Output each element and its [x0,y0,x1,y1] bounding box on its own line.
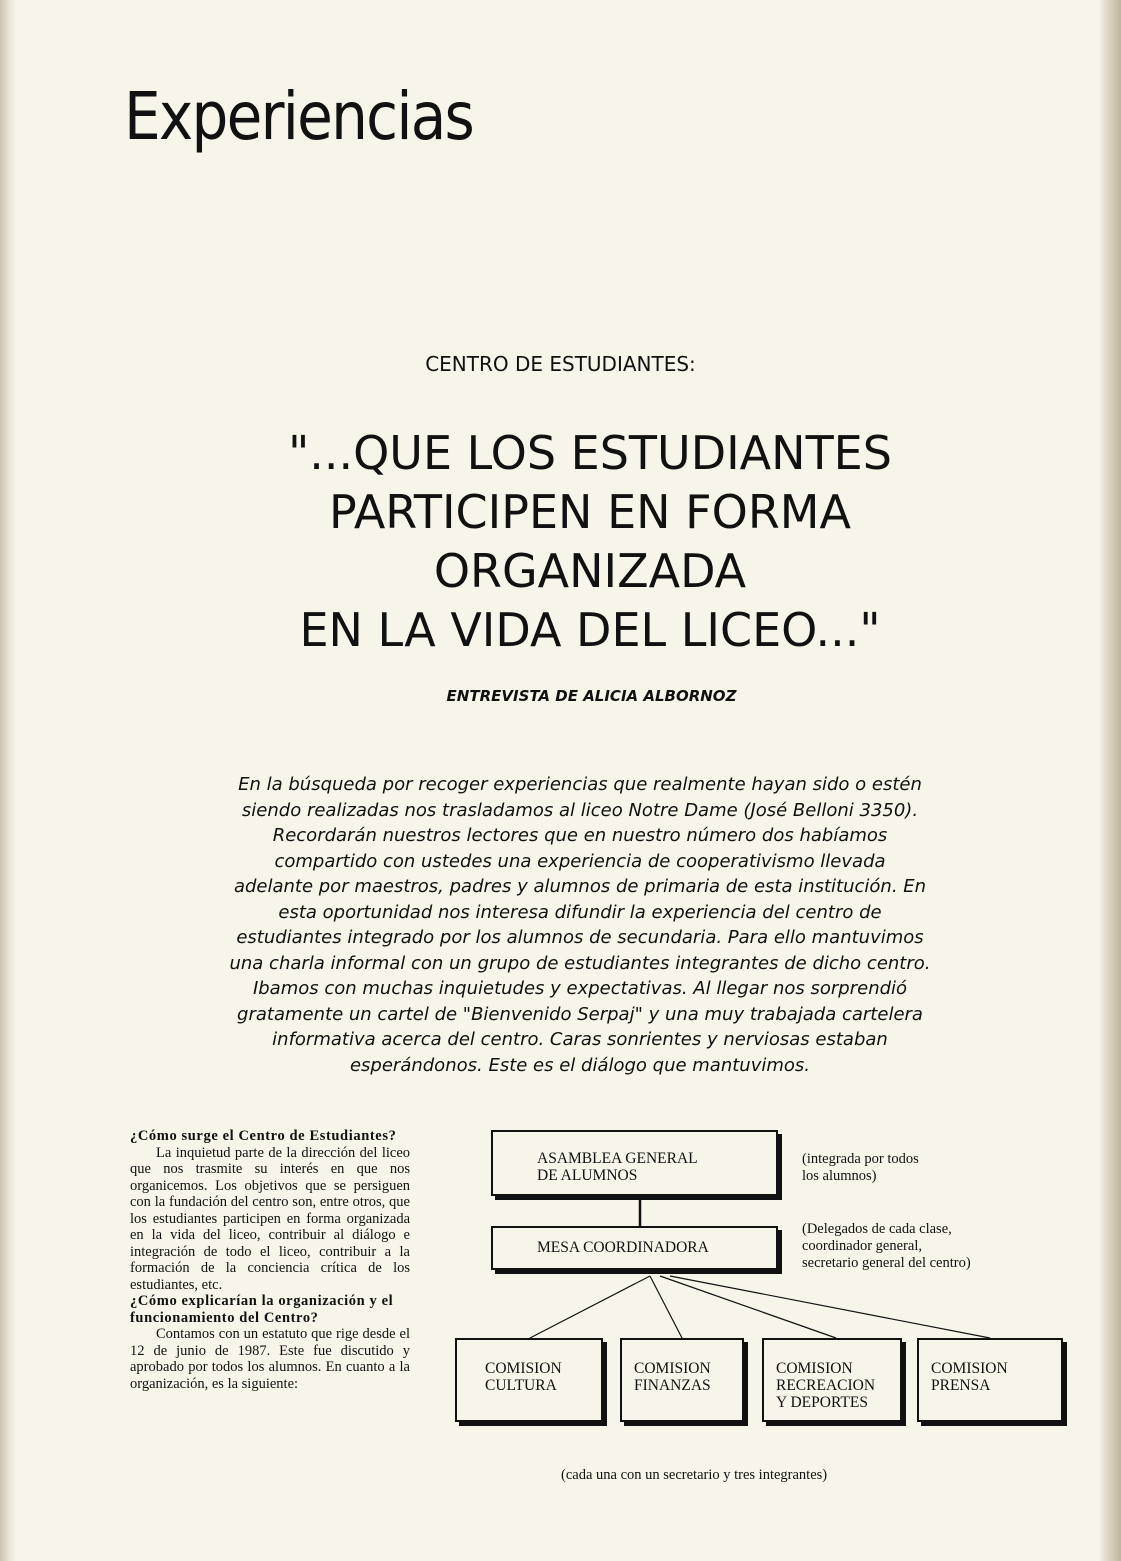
mesa-note: (Delegados de cada clase, coordinador general, secretario general del centro) [802,1221,971,1271]
kicker: CENTRO DE ESTUDIANTES: [425,352,696,376]
comision-label: FINANZAS [634,1377,711,1394]
comision-label: RECREACION [776,1377,876,1394]
comision-label: CULTURA [485,1377,557,1394]
asamblea-label: ASAMBLEA GENERAL [537,1150,698,1167]
comision-recreacion-box [762,1338,902,1422]
intro-line: compartido con ustedes una experiencia de cooperativismo llevada [274,850,886,872]
intro-line: esta oportunidad nos interesa difundir la experiencia del centro de [278,901,882,923]
comision-label: Y DEPORTES [776,1394,868,1411]
mesa-coordinadora-box [491,1226,778,1270]
headline-line: EN LA VIDA DEL LICEO..." [299,603,881,657]
comision-label: PRENSA [931,1377,991,1394]
comision-cultura-box [455,1338,603,1422]
intro-line: adelante por maestros, padres y alumnos de primaria de esta institución. En [233,876,927,897]
intro-line: informativa acerca del centro. Caras sonrientes y nerviosas estaban [272,1029,888,1050]
intro-line: Ibamos con muchas inquietudes y expectativas. Al llegar nos sorprendió [252,978,908,999]
comision-label: COMISION [931,1360,1008,1377]
answer: Contamos con un estatuto que rige desde el 12 de junio de 1987. Este fue discutido y aprobado por todos los alumnos. En cuanto a la organización, es la siguiente: [130,1326,410,1392]
intro-line: siendo realizadas nos trasladamos al liceo Notre Dame (José Belloni 3350). [241,799,919,821]
intro-line: una charla informal con un grupo de estudiantes integrantes de dicho centro. [229,952,931,974]
intro-line: Recordarán nuestros lectores que en nuestro número dos habíamos [272,825,888,846]
comision-prensa-box [917,1338,1063,1422]
intro-line: estudiantes integrado por los alumnos de secundaria. Para ello mantuvimos [236,927,924,948]
comision-label: COMISION [634,1360,711,1377]
asamblea-label: DE ALUMNOS [537,1167,638,1184]
asamblea-general-box [491,1130,778,1196]
intro-line: En la búsqueda por recoger experiencias que realmente hayan sido o estén [238,774,922,795]
comision-label: COMISION [776,1360,853,1377]
comision-finanzas-box [620,1338,744,1422]
question: ¿Cómo explicarían la organización y el funcionamiento del Centro? [130,1293,394,1326]
headline-line: "...QUE LOS ESTUDIANTES [288,426,892,480]
byline: ENTREVISTA DE ALICIA ALBORNOZ [446,687,737,705]
section-title: Experiencias [124,78,474,155]
asamblea-note: (integrada por todos los alumnos) [802,1151,919,1184]
mesa-label: MESA COORDINADORA [537,1239,709,1256]
question: ¿Cómo surge el Centro de Estudiantes? [130,1128,397,1144]
comision-label: COMISION [485,1360,562,1377]
intro-line: esperándonos. Este es el diálogo que mantuvimos. [349,1054,811,1076]
headline-line: PARTICIPEN EN FORMA [329,485,851,539]
headline-line: ORGANIZADA [433,544,747,598]
intro-line: gratamente un cartel de "Bienvenido Serpaj" y una muy trabajada cartelera [237,1003,923,1025]
answer: La inquietud parte de la dirección del liceo que nos trasmite su interés en que nos organicemos. Los objetivos que se persiguen con la fundación del centro son, entre otros, que los estudiantes participen en forma organizada en la vida del liceo, contribuir al diálogo e integración de todo el liceo, contribuir a la formación de la conciencia crítica de los estudiantes, etc. [130,1144,410,1293]
comisiones-footer: (cada una con un secretario y tres integrantes) [561,1467,828,1483]
